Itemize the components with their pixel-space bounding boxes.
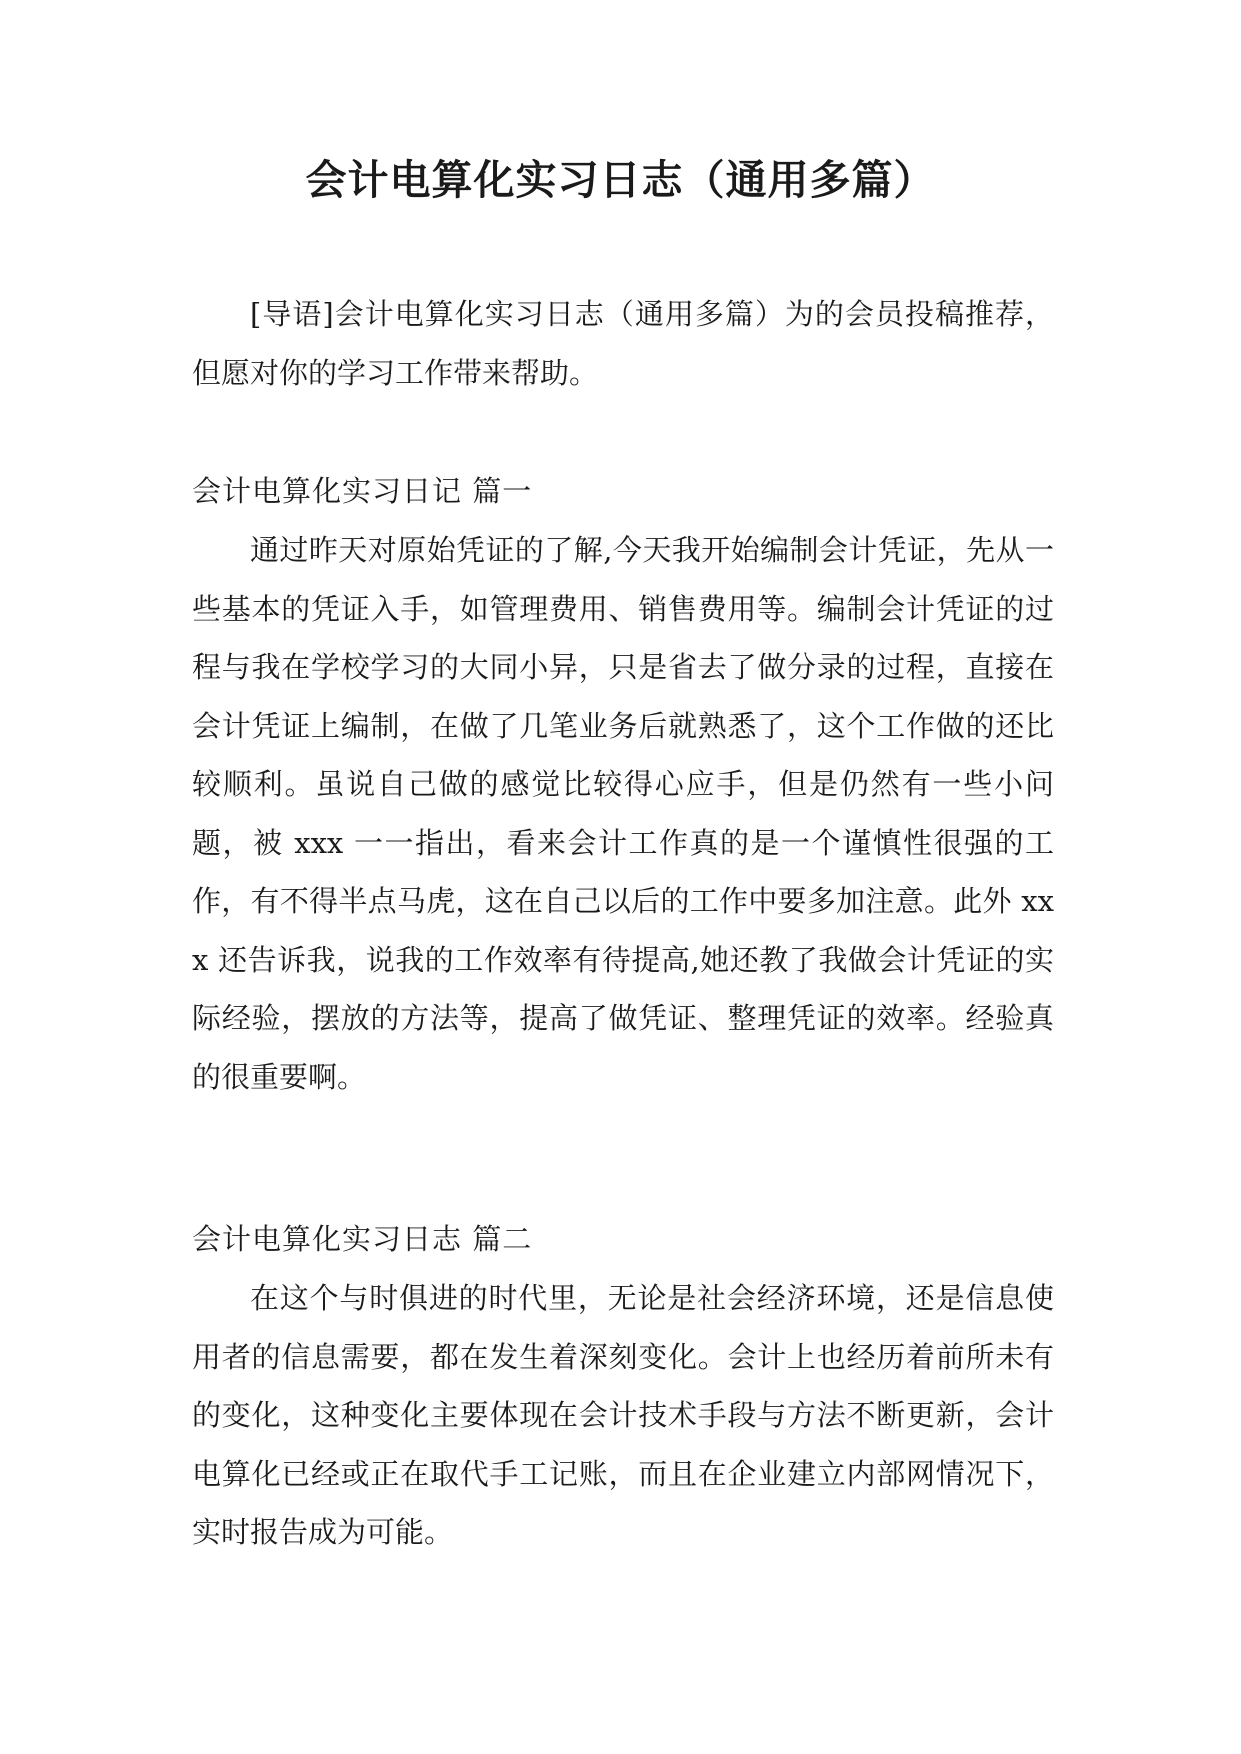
section-2-heading: 会计电算化实习日志 篇二 <box>192 1222 533 1256</box>
section-1-heading: 会计电算化实习日记 篇一 <box>192 474 533 508</box>
intro-paragraph: [导语]会计电算化实习日志（通用多篇）为的会员投稿推荐，但愿对你的学习工作带来帮助。 <box>192 297 1054 390</box>
section-2-body: 在这个与时俱进的时代里，无论是社会经济环境，还是信息使用者的信息需要，都在发生着深刻变化。会计上也经历着前所未有的变化，这种变化主要体现在会计技术手段与方法不断更新，会计电算化已经或正在取代手工记账，而且在企业建立内部网情况下，实时报告成为可能。 <box>192 1281 1054 1549</box>
section-1-body: 通过昨天对原始凭证的了解,今天我开始编制会计凭证，先从一些基本的凭证入手，如管理费用、销售费用等。编制会计凭证的过程与我在学校学习的大同小异，只是省去了做分录的过程，直接在会计凭证上编制，在做了几笔业务后就熟悉了，这个工作做的还比较顺利。虽说自己做的感觉比较得心应手，但是仍然有一些小问题，被 xxx 一一指出，看来会计工作真的是一个谨慎性很强的工作，有不得半点马虎，这在自己以后的工作中要多加注意。此外 xxx 还告诉我，说我的工作效率有待提高,她还教了我做会计凭证的实际经验，摆放的方法等，提高了做凭证、整理凭证的效率。经验真的很重要啊。 <box>192 533 1054 1094</box>
document-title: 会计电算化实习日志（通用多篇） <box>305 156 936 204</box>
